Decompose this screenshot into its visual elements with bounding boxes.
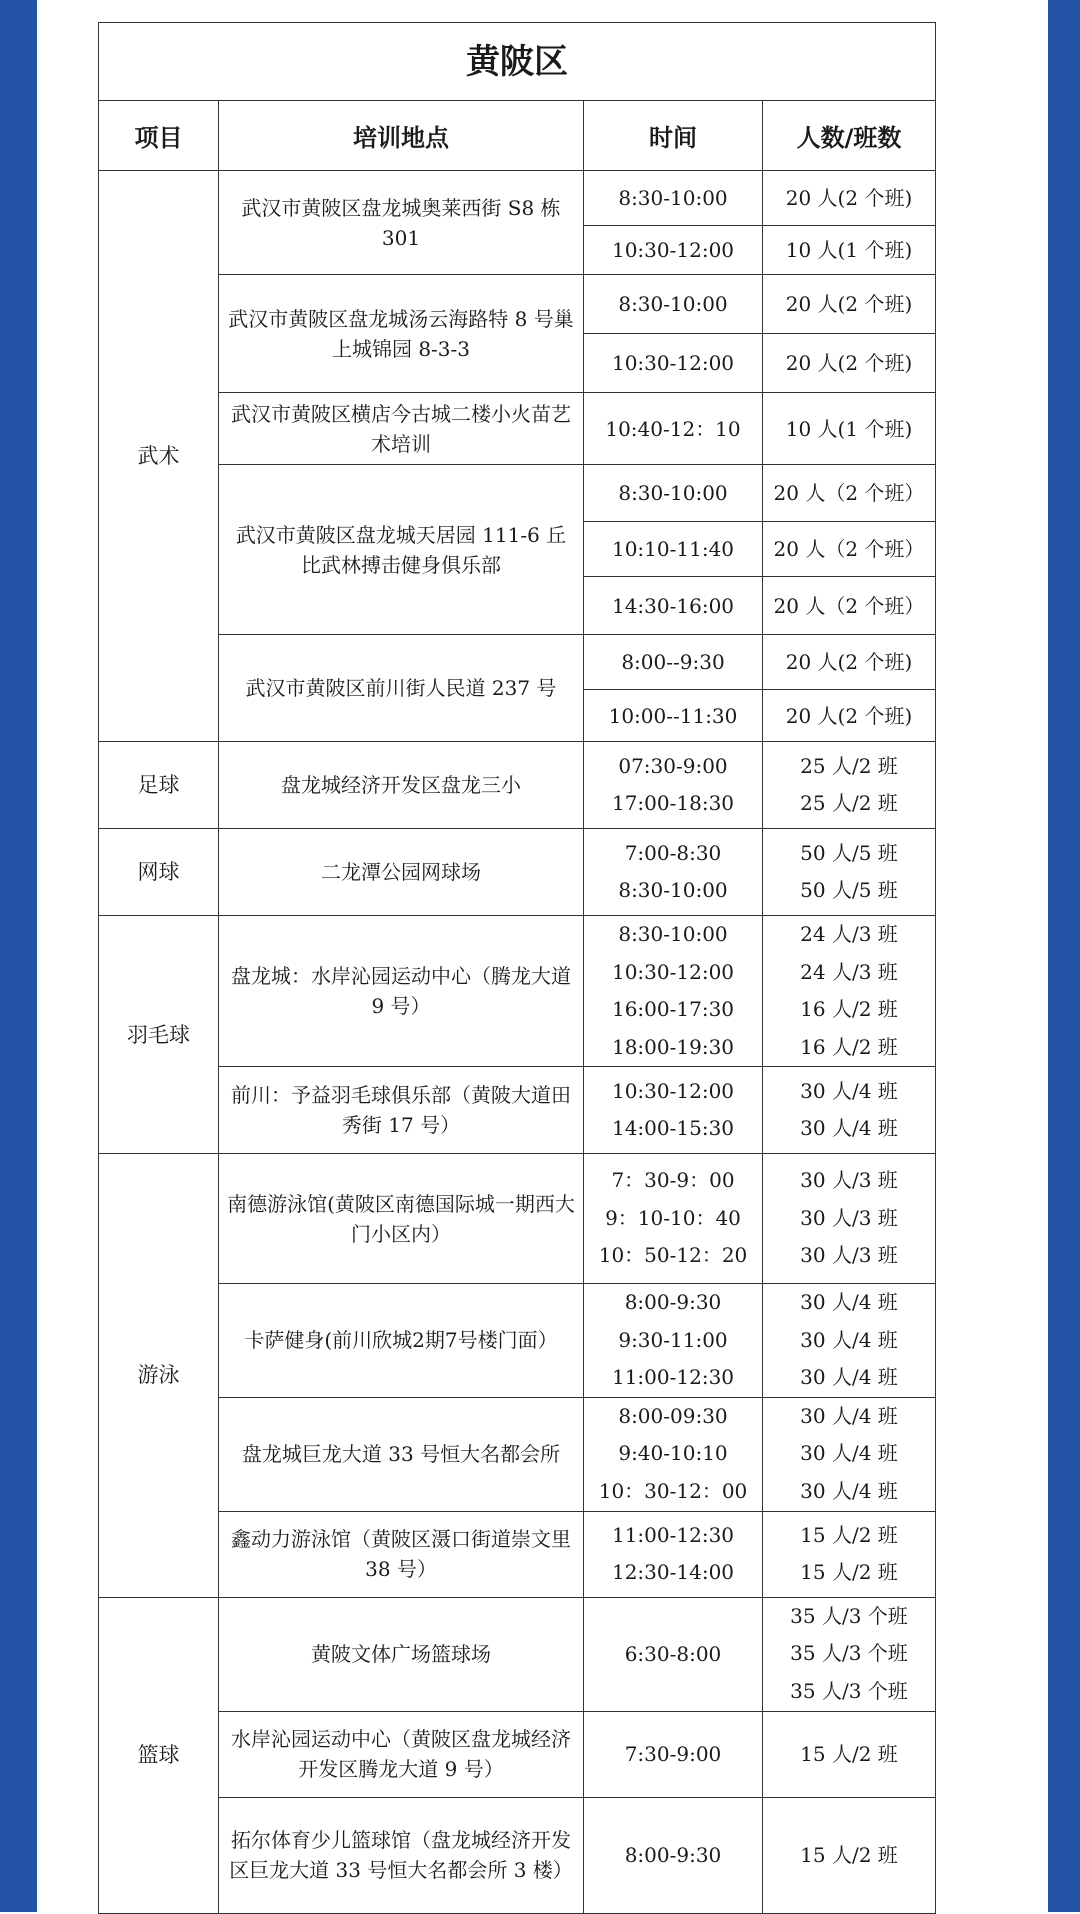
count-line: 25 人/2 班 (800, 753, 898, 778)
time-line: 8:00-09:30 (618, 1403, 728, 1428)
location-cell: 水岸沁园运动中心（黄陂区盘龙城经济开发区腾龙大道 9 号） (219, 1711, 584, 1797)
location-cell: 盘龙城经济开发区盘龙三小 (219, 742, 584, 829)
count-line: 30 人/4 班 (800, 1290, 898, 1314)
count-cell (763, 1397, 936, 1511)
table-title: 黄陂区 (99, 23, 936, 101)
time-line: 16:00-17:30 (611, 997, 735, 1021)
time-line: 10：50-12：20 (598, 1243, 748, 1268)
count-line: 30 人/4 班 (800, 1078, 898, 1103)
time-line: 14:00-15:30 (611, 1116, 735, 1140)
time-line: 8:30-10:00 (618, 922, 728, 946)
count-cell: 20 人(2 个班) (763, 334, 936, 393)
location-cell: 盘龙城：水岸沁园运动中心（腾龙大道 9 号） (219, 916, 584, 1067)
count-cell: 15 人/2 班 (763, 1797, 936, 1913)
time-cell (584, 1511, 763, 1597)
count-line: 30 人/4 班 (800, 1478, 898, 1503)
count-line: 24 人/3 班 (800, 922, 898, 946)
time-line: 9:40-10:10 (618, 1441, 728, 1466)
time-cell (584, 1284, 763, 1398)
count-line: 30 人/4 班 (800, 1116, 898, 1140)
category-swimming: 游泳 (99, 1154, 219, 1598)
location-cell: 武汉市黄陂区盘龙城奥莱西街 S8 栋 301 (219, 171, 584, 275)
count-line: 30 人/4 班 (800, 1403, 898, 1428)
time-line: 07:30-9:00 (618, 753, 728, 778)
count-line: 15 人/2 班 (800, 1522, 898, 1547)
time-cell: 8:30-10:00 (584, 465, 763, 522)
time-cell: 10:40-12：10 (584, 393, 763, 465)
count-cell (763, 1597, 936, 1711)
time-line: 10：30-12：00 (598, 1478, 748, 1503)
count-cell: 20 人(2 个班) (763, 275, 936, 334)
time-line: 11:00-12:30 (611, 1365, 735, 1389)
category-wushu: 武术 (99, 171, 219, 742)
schedule-table (98, 22, 936, 1914)
count-line: 35 人/3 个班 (790, 1678, 908, 1703)
location-cell: 拓尔体育少儿篮球馆（盘龙城经济开发区巨龙大道 33 号恒大名都会所 3 楼） (219, 1797, 584, 1913)
count-cell: 20 人(2 个班) (763, 171, 936, 226)
location-cell: 前川：予益羽毛球俱乐部（黄陂大道田秀街 17 号） (219, 1067, 584, 1154)
left-blue-border (0, 0, 37, 1912)
time-cell: 8:00-9:30 (584, 1797, 763, 1913)
time-cell: 6:30-8:00 (584, 1597, 763, 1711)
count-line: 30 人/3 班 (800, 1205, 898, 1230)
time-line: 9：10-10：40 (605, 1205, 741, 1230)
count-line: 24 人/3 班 (800, 959, 898, 984)
count-line: 16 人/2 班 (800, 1034, 898, 1059)
count-cell: 10 人(1 个班) (763, 393, 936, 465)
count-cell (763, 829, 936, 916)
time-cell: 7:30-9:00 (584, 1711, 763, 1797)
count-cell (763, 1511, 936, 1597)
count-line: 15 人/2 班 (800, 1560, 898, 1584)
count-line: 30 人/4 班 (800, 1365, 898, 1389)
count-line: 50 人/5 班 (800, 840, 898, 865)
time-cell (584, 829, 763, 916)
time-cell: 8:30-10:00 (584, 171, 763, 226)
header-time: 时间 (584, 101, 763, 171)
count-cell (763, 1284, 936, 1398)
count-line: 30 人/4 班 (800, 1327, 898, 1352)
time-cell: 10:30-12:00 (584, 334, 763, 393)
location-cell: 武汉市黄陂区前川街人民道 237 号 (219, 635, 584, 742)
time-line: 9:30-11:00 (618, 1327, 728, 1352)
count-line: 35 人/3 个班 (790, 1603, 908, 1628)
location-cell: 武汉市黄陂区横店今古城二楼小火苗艺术培训 (219, 393, 584, 465)
time-cell: 8:30-10:00 (584, 275, 763, 334)
time-line: 7：30-9：00 (611, 1168, 735, 1193)
time-cell: 10:00--11:30 (584, 690, 763, 742)
location-cell: 卡萨健身(前川欣城2期7号楼门面） (219, 1284, 584, 1398)
count-line: 25 人/2 班 (800, 791, 898, 815)
count-cell (763, 1154, 936, 1284)
count-cell (763, 916, 936, 1067)
schedule-table-container (98, 22, 935, 1914)
category-badminton: 羽毛球 (99, 916, 219, 1154)
count-cell: 15 人/2 班 (763, 1711, 936, 1797)
right-blue-border (1048, 0, 1080, 1912)
time-line: 10:30-12:00 (611, 959, 735, 984)
count-cell (763, 1067, 936, 1154)
time-cell: 8:00--9:30 (584, 635, 763, 690)
count-cell: 10 人(1 个班) (763, 226, 936, 275)
time-cell (584, 742, 763, 829)
count-line: 50 人/5 班 (800, 878, 898, 902)
time-line: 17:00-18:30 (611, 791, 735, 815)
time-line: 7:00-8:30 (624, 840, 722, 865)
time-cell (584, 1154, 763, 1284)
location-cell: 南德游泳馆(黄陂区南德国际城一期西大门小区内） (219, 1154, 584, 1284)
count-cell: 20 人(2 个班) (763, 690, 936, 742)
header-location: 培训地点 (219, 101, 584, 171)
location-cell: 鑫动力游泳馆（黄陂区滠口街道崇文里 38 号） (219, 1511, 584, 1597)
header-count: 人数/班数 (763, 101, 936, 171)
time-line: 18:00-19:30 (611, 1034, 735, 1059)
location-cell: 武汉市黄陂区盘龙城天居园 111-6 丘比武林搏击健身俱乐部 (219, 465, 584, 635)
location-cell: 二龙潭公园网球场 (219, 829, 584, 916)
count-line: 30 人/3 班 (800, 1168, 898, 1193)
count-cell: 20 人（2 个班） (763, 465, 936, 522)
time-cell: 14:30-16:00 (584, 577, 763, 635)
time-cell (584, 1067, 763, 1154)
location-cell: 盘龙城巨龙大道 33 号恒大名都会所 (219, 1397, 584, 1511)
category-basketball: 篮球 (99, 1597, 219, 1913)
time-line: 12:30-14:00 (611, 1560, 735, 1584)
header-category: 项目 (99, 101, 219, 171)
category-football: 足球 (99, 742, 219, 829)
time-line: 8:30-10:00 (618, 878, 728, 902)
count-line: 16 人/2 班 (800, 997, 898, 1021)
time-cell (584, 916, 763, 1067)
count-cell: 20 人（2 个班） (763, 577, 936, 635)
time-line: 10:30-12:00 (611, 1078, 735, 1103)
time-line: 8:00-9:30 (624, 1290, 722, 1314)
count-cell (763, 742, 936, 829)
time-cell: 10:30-12:00 (584, 226, 763, 275)
count-line: 30 人/3 班 (800, 1243, 898, 1268)
time-cell: 10:10-11:40 (584, 522, 763, 577)
count-line: 35 人/3 个班 (790, 1641, 908, 1666)
count-cell: 20 人(2 个班) (763, 635, 936, 690)
time-line: 11:00-12:30 (611, 1522, 735, 1547)
location-cell: 黄陂文体广场篮球场 (219, 1597, 584, 1711)
location-cell: 武汉市黄陂区盘龙城汤云海路特 8 号巢上城锦园 8-3-3 (219, 275, 584, 393)
category-tennis: 网球 (99, 829, 219, 916)
count-cell: 20 人（2 个班） (763, 522, 936, 577)
count-line: 30 人/4 班 (800, 1441, 898, 1466)
time-cell (584, 1397, 763, 1511)
